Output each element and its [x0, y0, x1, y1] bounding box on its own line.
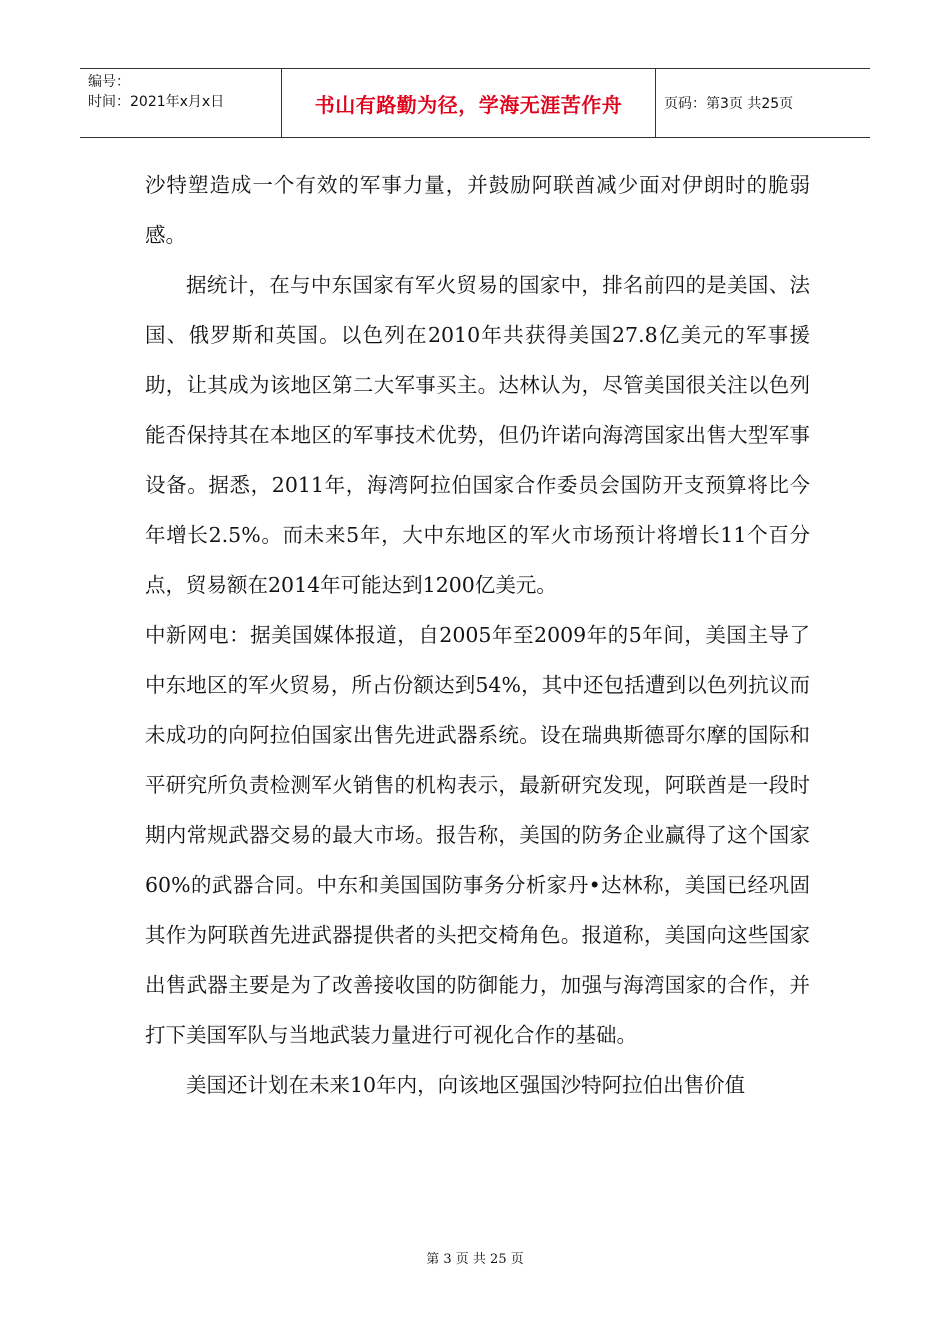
document-body: [145, 160, 810, 1110]
document-date: 时间：2021年x月x日: [88, 94, 225, 110]
body-paragraph: 据统计，在与中东国家有军火贸易的国家中，排名前四的是美国、法国、俄罗斯和英国。以色列在2010年共获得美国27.8亿美元的军事援助，让其成为该地区第二大军事买主。达林认为，尽管美国很关注以色列能否保持其在本地区的军事技术优势，但仍许诺向海湾国家出售大型军事设备。据悉，2011年，海湾阿拉伯国家合作委员会国防开支预算将比今年增长2.5%。而未来5年，大中东地区的军火市场预计将增长11个百分点，贸易额在2014年可能达到1200亿美元。: [145, 273, 810, 597]
header-motto: 书山有路勤为径，学海无涯苦作舟: [314, 92, 623, 117]
body-paragraph: 沙特塑造成一个有效的军事力量，并鼓励阿联酋减少面对伊朗时的脆弱感。: [145, 173, 810, 247]
header-page-info-cell: [656, 69, 870, 137]
header-motto-cell: [282, 69, 656, 137]
body-paragraph: 美国还计划在未来10年内，向该地区强国沙特阿拉伯出售价值: [186, 1073, 746, 1097]
body-paragraph: 中新网电：据美国媒体报道，自2005年至2009年的5年间，美国主导了中东地区的军火贸易，所占份额达到54%，其中还包括遭到以色列抗议而未成功的向阿拉伯国家出售先进武器系统。设在瑞典斯德哥尔摩的国际和平研究所负责检测军火销售的机构表示，最新研究发现，阿联酋是一段时期内常规武器交易的最大市场。报告称，美国的防务企业赢得了这个国家60%的武器合同。中东和美国国防事务分析家丹•达林称，美国已经巩固其作为阿联酋先进武器提供者的头把交椅角色。报道称，美国向这些国家出售武器主要是为了改善接收国的防御能力，加强与海湾国家的合作，并打下美国军队与当地武装力量进行可视化合作的基础。: [145, 623, 810, 1047]
footer-page-number: 第 3 页 共 25 页: [426, 1252, 524, 1267]
header-page-info: 页码：第3页 共25页: [664, 96, 794, 112]
header-meta: [80, 69, 282, 137]
document-number-label: 编号：: [88, 74, 130, 90]
page-footer: [0, 1248, 950, 1267]
page-header: [80, 68, 870, 138]
